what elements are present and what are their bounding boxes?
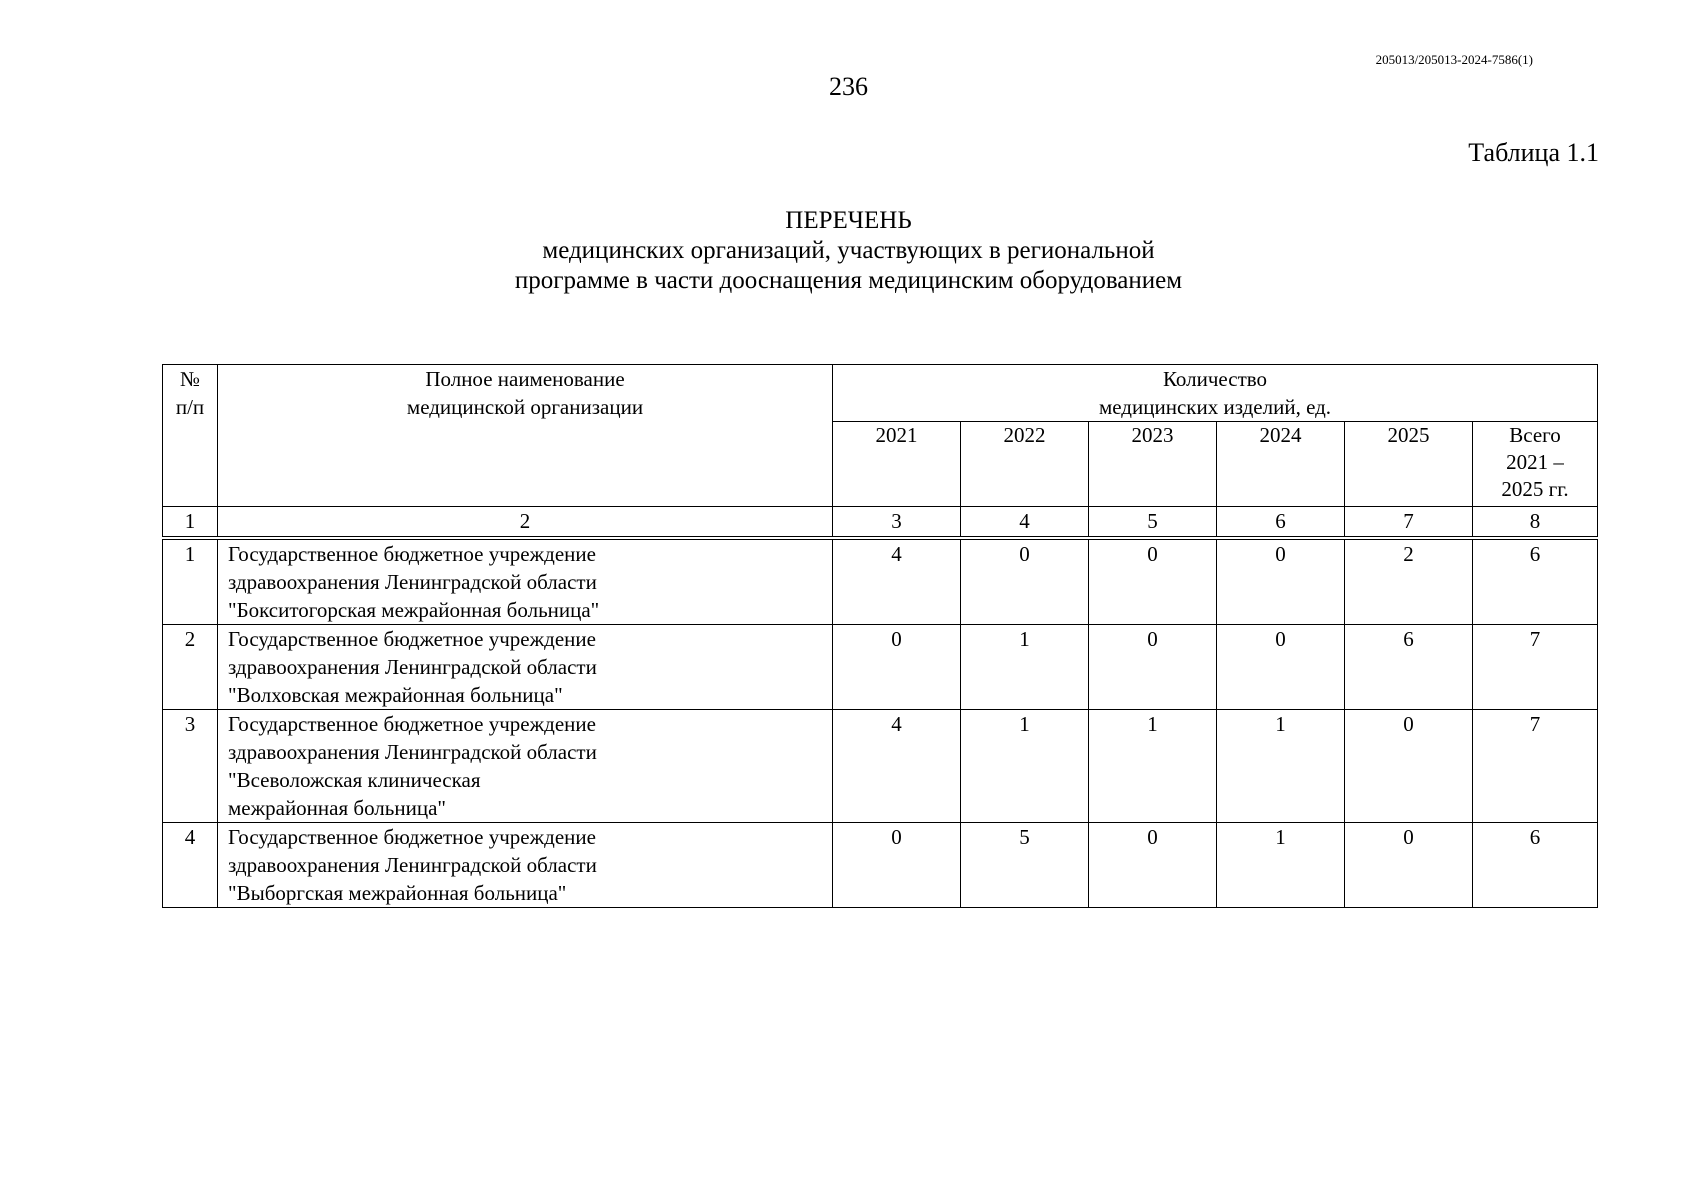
name-line: "Волховская межрайонная больница" xyxy=(228,683,563,707)
column-index: 6 xyxy=(1217,507,1345,539)
value-2022: 1 xyxy=(961,710,1089,823)
value-total: 7 xyxy=(1473,710,1598,823)
value-2023: 0 xyxy=(1089,823,1217,908)
value-2022: 5 xyxy=(961,823,1089,908)
name-line: здравоохранения Ленинградской области xyxy=(228,655,597,679)
organization-name xyxy=(218,823,833,908)
column-index-row xyxy=(163,507,1598,539)
value-2021: 0 xyxy=(833,823,961,908)
value-2025: 0 xyxy=(1345,823,1473,908)
column-index: 1 xyxy=(163,507,218,539)
column-index: 8 xyxy=(1473,507,1598,539)
header-quantity xyxy=(833,365,1598,422)
page-number: 236 xyxy=(829,72,868,101)
value-2024: 0 xyxy=(1217,538,1345,625)
header-year: 2025 xyxy=(1345,422,1473,507)
value-2022: 1 xyxy=(961,625,1089,710)
document-title xyxy=(0,206,1697,296)
organization-name xyxy=(218,625,833,710)
name-line: здравоохранения Ленинградской области xyxy=(228,740,597,764)
name-line: межрайонная больница" xyxy=(228,796,446,820)
name-line: Государственное бюджетное учреждение xyxy=(228,627,596,651)
value-total: 6 xyxy=(1473,538,1598,625)
value-2025: 6 xyxy=(1345,625,1473,710)
header-total-line3: 2025 гг. xyxy=(1501,477,1569,501)
header-name xyxy=(218,365,833,507)
header-qty-line2: медицинских изделий, ед. xyxy=(1098,395,1332,419)
value-2023: 0 xyxy=(1089,625,1217,710)
column-index: 3 xyxy=(833,507,961,539)
header-total-line2: 2021 – xyxy=(1506,450,1564,474)
name-line: "Выборгская межрайонная больница" xyxy=(228,881,567,905)
header-year: 2021 xyxy=(833,422,961,507)
name-line: здравоохранения Ленинградской области xyxy=(228,570,597,594)
value-2021: 4 xyxy=(833,710,961,823)
value-2024: 1 xyxy=(1217,823,1345,908)
table-row xyxy=(163,710,1598,823)
value-2025: 2 xyxy=(1345,538,1473,625)
name-line: здравоохранения Ленинградской области xyxy=(228,853,597,877)
organization-name xyxy=(218,710,833,823)
table-row xyxy=(163,823,1598,908)
title-line-1: ПЕРЕЧЕНЬ xyxy=(785,207,912,234)
row-number: 2 xyxy=(163,625,218,710)
title-line-3: программе в части дооснащения медицинским оборудованием xyxy=(514,267,1183,294)
header-num-line1: № xyxy=(179,367,201,391)
header-year: 2023 xyxy=(1089,422,1217,507)
row-number: 4 xyxy=(163,823,218,908)
table-row xyxy=(163,538,1598,625)
header-qty-line1: Количество xyxy=(1162,367,1268,391)
column-index: 7 xyxy=(1345,507,1473,539)
title-line-2: медицинских организаций, участвующих в региональной xyxy=(542,237,1155,264)
header-total xyxy=(1473,422,1598,507)
name-line: "Бокситогорская межрайонная больница" xyxy=(228,598,600,622)
header-name-line1: Полное наименование xyxy=(425,367,625,391)
value-2021: 0 xyxy=(833,625,961,710)
document-id: 205013/205013-2024-7586(1) xyxy=(1375,52,1533,67)
table-row xyxy=(163,625,1598,710)
row-number: 1 xyxy=(163,538,218,625)
row-number: 3 xyxy=(163,710,218,823)
value-total: 7 xyxy=(1473,625,1598,710)
header-name-line2: медицинской организации xyxy=(406,395,644,419)
organizations-table xyxy=(162,364,1598,908)
header-num xyxy=(163,365,218,507)
header-year: 2024 xyxy=(1217,422,1345,507)
value-2024: 1 xyxy=(1217,710,1345,823)
organization-name xyxy=(218,538,833,625)
value-2021: 4 xyxy=(833,538,961,625)
value-2024: 0 xyxy=(1217,625,1345,710)
table-label: Таблица 1.1 xyxy=(1468,138,1599,167)
header-row xyxy=(163,365,1598,422)
header-total-line1: Всего xyxy=(1509,423,1561,447)
value-2022: 0 xyxy=(961,538,1089,625)
name-line: Государственное бюджетное учреждение xyxy=(228,542,596,566)
value-2025: 0 xyxy=(1345,710,1473,823)
header-num-line2: п/п xyxy=(175,395,205,419)
name-line: Государственное бюджетное учреждение xyxy=(228,825,596,849)
name-line: "Всеволожская клиническая xyxy=(228,768,481,792)
column-index: 4 xyxy=(961,507,1089,539)
column-index: 2 xyxy=(218,507,833,539)
name-line: Государственное бюджетное учреждение xyxy=(228,712,596,736)
header-year: 2022 xyxy=(961,422,1089,507)
column-index: 5 xyxy=(1089,507,1217,539)
value-total: 6 xyxy=(1473,823,1598,908)
value-2023: 0 xyxy=(1089,538,1217,625)
value-2023: 1 xyxy=(1089,710,1217,823)
